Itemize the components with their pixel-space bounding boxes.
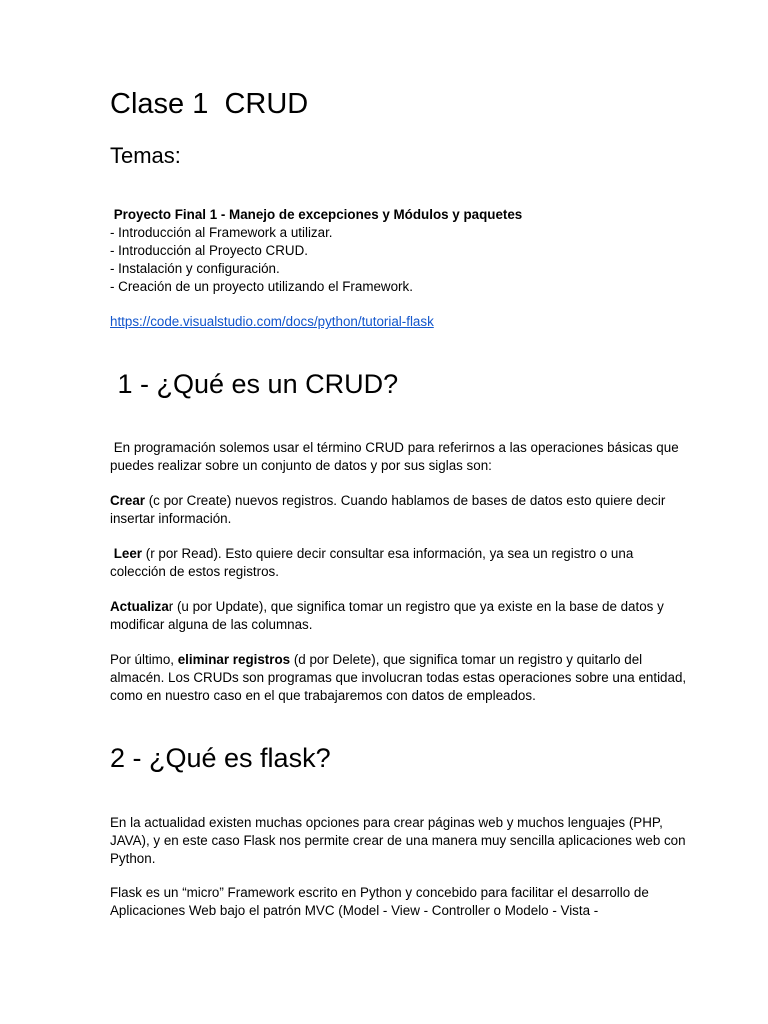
topic-item: - Creación de un proyecto utilizando el Framework. xyxy=(110,279,413,294)
topic-item: - Introducción al Framework a utilizar. xyxy=(110,225,333,240)
crud-intro-text: En programación solemos usar el término CRUD para referirnos a las operaciones básicas que puedes realizar sobre un conjunto de datos y por sus siglas son: xyxy=(110,440,683,473)
topics-label: Temas: xyxy=(110,143,181,168)
flask-tutorial-link[interactable]: https://code.visualstudio.com/docs/python/tutorial-flask xyxy=(110,314,434,329)
flask-text-2: Flask es un “micro” Framework escrito en Python y concebido para facilitar el desarrollo de Aplicaciones Web bajo el patrón MVC (Model - View - Controller o Modelo - Vista - xyxy=(110,885,649,918)
eliminar-description: (d por Delete), que significa tomar un registro y quitarlo del almacén. Los CRUDs son programas que involucran todas estas operaciones sobre una entidad, como en nuestro caso en el que trabajaremos con datos de empleados. xyxy=(110,652,687,703)
actualizar-paragraph xyxy=(110,598,690,634)
crear-description: (c por Create) nuevos registros. Cuando hablamos de bases de datos esto quiere decir insertar información. xyxy=(110,493,666,526)
crear-paragraph xyxy=(110,492,690,528)
topics-list xyxy=(110,206,690,296)
flask-paragraph-2 xyxy=(110,884,690,920)
topic-item: - Introducción al Proyecto CRUD. xyxy=(110,243,308,258)
leer-term: Leer xyxy=(110,546,143,561)
flask-paragraph-1 xyxy=(110,814,690,868)
topics-heading: Proyecto Final 1 - Manejo de excepciones y Módulos y paquetes xyxy=(110,207,523,222)
actualizar-description: r (u por Update), que significa tomar un registro que ya existe en la base de datos y modificar alguna de las columnas. xyxy=(110,599,664,632)
document-title: Clase 1 CRUD xyxy=(110,88,309,120)
section-heading-flask: 2 - ¿Qué es flask? xyxy=(110,743,331,773)
crud-intro-paragraph xyxy=(110,439,690,475)
eliminar-prefix: Por último, xyxy=(110,652,178,667)
leer-paragraph xyxy=(110,545,690,581)
crear-term: Crear xyxy=(110,493,145,508)
topic-item: - Instalación y configuración. xyxy=(110,261,280,276)
leer-description: (r por Read). Esto quiere decir consultar esa información, ya sea un registro o una colección de estos registros. xyxy=(110,546,638,579)
eliminar-paragraph xyxy=(110,651,690,705)
actualizar-term: Actualiza xyxy=(110,599,169,614)
eliminar-term: eliminar registros xyxy=(177,652,291,667)
section-heading-crud: 1 - ¿Qué es un CRUD? xyxy=(110,369,399,399)
flask-text-1: En la actualidad existen muchas opciones para crear páginas web y muchos lenguajes (PHP, JAVA), y en este caso Flask nos permite crear de una manera muy sencilla aplicaciones web con Python. xyxy=(110,815,686,866)
